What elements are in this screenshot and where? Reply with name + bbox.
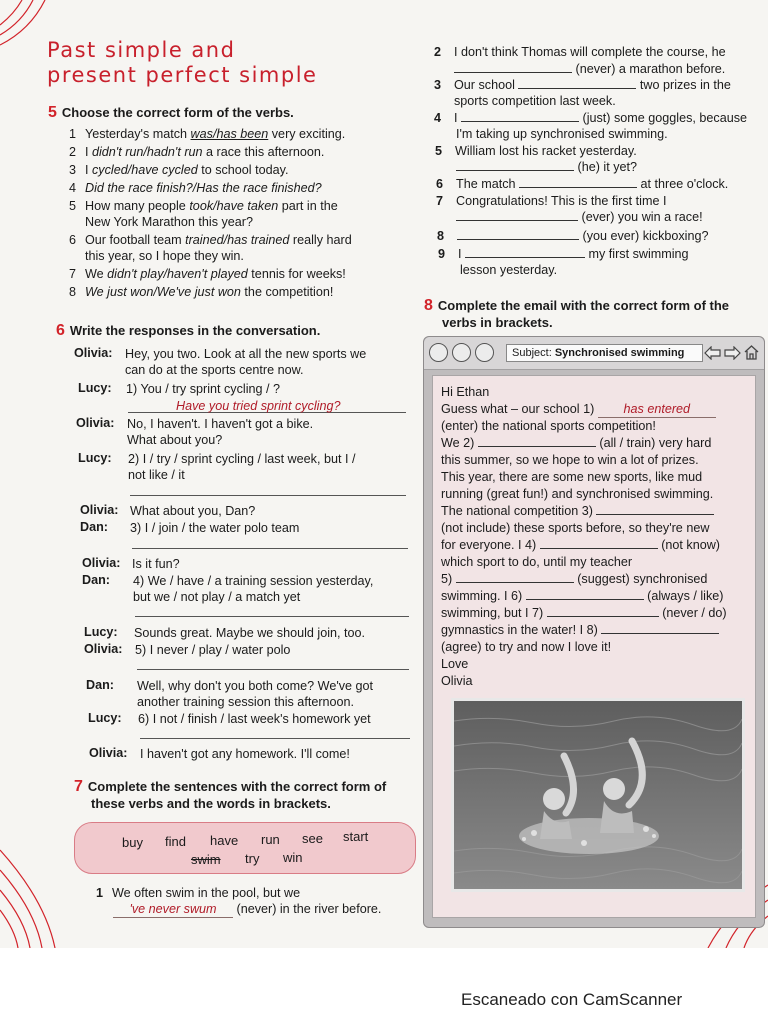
window-button-icon[interactable] bbox=[475, 343, 494, 362]
dialogue-line: Well, why don't you both come? We've got bbox=[137, 679, 374, 693]
email-line: This year, there are some new sports, like mud bbox=[441, 470, 703, 484]
exercise-instruction: Complete the email with the correct form of the bbox=[437, 298, 730, 313]
answer-blank[interactable] bbox=[518, 77, 636, 89]
speaker-label: Lucy: bbox=[78, 451, 112, 465]
exercise-number: 5 bbox=[48, 104, 57, 121]
word-chip: try bbox=[245, 851, 260, 866]
speaker-label: Olivia: bbox=[76, 416, 115, 430]
dialogue-prompt: 2) I / try / sprint cycling / last week, but I / bbox=[128, 452, 356, 466]
list-item: 9 I my first swimming bbox=[438, 247, 689, 261]
list-item: (never) a marathon before. bbox=[454, 61, 725, 77]
list-item: 4 Did the race finish?/Has the race finished? bbox=[69, 181, 322, 195]
word-chip-used: swim bbox=[191, 852, 221, 867]
email-window bbox=[423, 336, 765, 928]
back-arrow-icon[interactable] bbox=[704, 346, 722, 360]
email-line: this summer, so we hope to win a lot of prizes. bbox=[441, 453, 699, 467]
email-line: running (great fun!) and synchronised swimming. bbox=[441, 487, 714, 501]
answer-blank[interactable] bbox=[456, 209, 578, 221]
exercise-number: 6 bbox=[56, 322, 65, 339]
list-item: 6 Our football team trained/has trained really hard bbox=[69, 233, 352, 247]
list-item: (he) it yet? bbox=[456, 159, 637, 175]
dialogue-prompt: 5) I never / play / water polo bbox=[135, 643, 291, 657]
answer-blank[interactable] bbox=[465, 246, 585, 258]
answer-line[interactable] bbox=[137, 668, 409, 670]
example-answer: has entered bbox=[598, 401, 716, 418]
word-box bbox=[74, 822, 416, 874]
list-item: 6 The match at three o'clock. bbox=[436, 177, 729, 191]
dialogue-line: Sounds great. Maybe we should join, too. bbox=[134, 626, 366, 640]
email-line: swimming. I 6) (always / like) bbox=[441, 589, 724, 603]
subject-value: Synchronised swimming bbox=[554, 347, 685, 359]
list-item: lesson yesterday. bbox=[460, 263, 558, 277]
email-line: swimming, but I 7) (never / do) bbox=[441, 606, 727, 620]
list-item: sports competition last week. bbox=[454, 94, 616, 108]
list-item: 8 (you ever) kickboxing? bbox=[437, 229, 709, 243]
dialogue-line: another training session this afternoon. bbox=[137, 695, 355, 709]
list-item: 7 Congratulations! This is the first time I bbox=[436, 194, 667, 208]
list-item: 1 We often swim in the pool, but we bbox=[96, 886, 301, 900]
exercise-number: 8 bbox=[424, 297, 433, 314]
exercise-instruction: Complete the sentences with the correct form of bbox=[87, 779, 387, 794]
email-line: (enter) the national sports competition! bbox=[441, 419, 656, 433]
answer-line[interactable] bbox=[135, 615, 409, 617]
dialogue-line: What about you, Dan? bbox=[130, 504, 256, 518]
dialogue-prompt: not like / it bbox=[128, 468, 185, 482]
answer-blank[interactable] bbox=[454, 61, 572, 73]
dialogue-line: What about you? bbox=[127, 433, 223, 447]
dialogue-line: Is it fun? bbox=[132, 557, 180, 571]
speaker-label: Olivia: bbox=[89, 746, 128, 760]
exercise-7-heading bbox=[74, 778, 386, 796]
answer-blank[interactable] bbox=[601, 622, 719, 634]
email-line: for everyone. I 4) (not know) bbox=[441, 538, 720, 552]
word-chip: run bbox=[261, 832, 280, 847]
word-chip: buy bbox=[122, 835, 143, 850]
word-chip: find bbox=[165, 834, 186, 849]
speaker-label: Olivia: bbox=[80, 503, 119, 517]
example-answer: 've never swum bbox=[113, 901, 233, 918]
speaker-label: Olivia: bbox=[84, 642, 123, 656]
decorative-swoosh-bottom-left bbox=[0, 840, 70, 948]
list-item: 've never swum (never) in the river before. bbox=[113, 901, 381, 918]
speaker-label: Lucy: bbox=[78, 381, 112, 395]
word-chip: see bbox=[302, 831, 323, 846]
email-line: We 2) (all / train) very hard bbox=[441, 436, 712, 450]
exercise-8-heading bbox=[424, 297, 729, 315]
email-signoff: Love bbox=[441, 657, 469, 671]
word-chip: start bbox=[343, 829, 369, 844]
answer-blank[interactable] bbox=[456, 159, 574, 171]
window-button-icon[interactable] bbox=[452, 343, 471, 362]
dialogue-line: I haven't got any homework. I'll come! bbox=[140, 747, 350, 761]
speaker-label: Lucy: bbox=[84, 625, 118, 639]
answer-blank[interactable] bbox=[457, 228, 579, 240]
list-item: 2 I didn't run/hadn't run a race this afternoon. bbox=[69, 145, 325, 159]
synchronised-swimmers-photo bbox=[451, 698, 745, 892]
list-item: 5 William lost his racket yesterday. bbox=[435, 144, 637, 158]
exercise-5-heading bbox=[48, 104, 294, 122]
list-item: 3 Our school two prizes in the bbox=[434, 78, 731, 92]
exercise-7-heading-cont: these verbs and the words in brackets. bbox=[91, 796, 331, 811]
example-answer: Have you tried sprint cycling? bbox=[176, 399, 341, 413]
swimmers-illustration bbox=[454, 701, 742, 889]
list-item: 7 We didn't play/haven't played tennis for weeks! bbox=[69, 267, 346, 281]
list-item: 5 How many people took/have taken part in the bbox=[69, 199, 338, 213]
dialogue-line: can do at the sports centre now. bbox=[125, 363, 304, 377]
answer-blank[interactable] bbox=[461, 110, 579, 122]
dialogue-prompt: 3) I / join / the water polo team bbox=[130, 521, 300, 535]
speaker-label: Olivia: bbox=[74, 346, 113, 360]
answer-blank[interactable] bbox=[526, 588, 644, 600]
answer-blank[interactable] bbox=[596, 503, 714, 515]
scanner-watermark: Escaneado con CamScanner bbox=[461, 990, 683, 1009]
dialogue-prompt: 4) We / have / a training session yesterday, bbox=[133, 574, 374, 588]
email-line: gymnastics in the water! I 8) bbox=[441, 622, 719, 638]
dialogue-prompt: but we / not play / a match yet bbox=[133, 590, 301, 604]
exercise-6-heading bbox=[56, 322, 320, 340]
list-item: 3 I cycled/have cycled to school today. bbox=[69, 163, 289, 177]
speaker-label: Dan: bbox=[82, 573, 110, 587]
subject-label: Subject: bbox=[512, 347, 552, 359]
speaker-label: Dan: bbox=[80, 520, 108, 534]
exercise-5-list bbox=[69, 126, 409, 300]
speaker-label: Lucy: bbox=[88, 711, 122, 725]
email-line: which sport to do, until my teacher bbox=[441, 555, 633, 569]
page-title-line1: Past simple and bbox=[47, 38, 236, 62]
list-item: I'm taking up synchronised swimming. bbox=[456, 127, 668, 141]
word-chip: win bbox=[283, 850, 303, 865]
list-item: New York Marathon this year? bbox=[85, 215, 254, 229]
email-signature: Olivia bbox=[441, 674, 473, 688]
exercise-8-heading-cont: verbs in brackets. bbox=[442, 315, 553, 330]
list-item: 4 I (just) some goggles, because bbox=[434, 111, 748, 125]
list-item: 1 Yesterday's match was/has been very exciting. bbox=[69, 127, 346, 141]
window-button-icon[interactable] bbox=[429, 343, 448, 362]
email-body bbox=[432, 375, 756, 918]
email-subject-field[interactable] bbox=[506, 344, 703, 362]
home-icon[interactable] bbox=[743, 344, 760, 361]
dialogue-prompt: 1) You / try sprint cycling / ? bbox=[126, 382, 280, 396]
word-chip: have bbox=[210, 833, 239, 848]
dialogue-line: No, I haven't. I haven't got a bike. bbox=[127, 417, 314, 431]
page-title-line2: present perfect simple bbox=[47, 63, 318, 87]
list-item: 8 We just won/We've just won the competition! bbox=[69, 285, 334, 299]
answer-blank[interactable] bbox=[547, 605, 659, 617]
list-item: this year, so I hope they win. bbox=[85, 249, 244, 263]
dialogue-line: Hey, you two. Look at all the new sports we bbox=[125, 347, 367, 361]
answer-blank[interactable] bbox=[540, 537, 658, 549]
email-line: (not include) these sports before, so they're new bbox=[441, 521, 710, 535]
email-line: 5) (suggest) synchronised bbox=[441, 572, 708, 586]
email-titlebar bbox=[424, 337, 764, 370]
email-line: (agree) to try and now I love it! bbox=[441, 640, 612, 654]
answer-line[interactable] bbox=[130, 494, 406, 496]
exercise-number: 7 bbox=[74, 778, 83, 795]
speaker-label: Dan: bbox=[86, 678, 114, 692]
dialogue-prompt: 6) I not / finish / last week's homework yet bbox=[138, 712, 371, 726]
answer-blank[interactable] bbox=[478, 435, 596, 447]
list-item: (ever) you win a race! bbox=[456, 209, 703, 225]
email-line: The national competition 3) bbox=[441, 503, 714, 519]
answer-line[interactable] bbox=[140, 737, 410, 739]
exercise-instruction: Choose the correct form of the verbs. bbox=[61, 105, 294, 120]
list-item: 2 I don't think Thomas will complete the course, he bbox=[434, 45, 726, 59]
answer-blank[interactable] bbox=[456, 571, 574, 583]
forward-arrow-icon[interactable] bbox=[723, 346, 741, 360]
answer-blank[interactable] bbox=[519, 176, 637, 188]
email-line: Guess what – our school 1) has entered bbox=[441, 401, 716, 418]
speaker-label: Olivia: bbox=[82, 556, 121, 570]
answer-line[interactable] bbox=[132, 547, 408, 549]
exercise-instruction: Write the responses in the conversation. bbox=[69, 323, 321, 338]
email-greeting: Hi Ethan bbox=[441, 385, 490, 399]
